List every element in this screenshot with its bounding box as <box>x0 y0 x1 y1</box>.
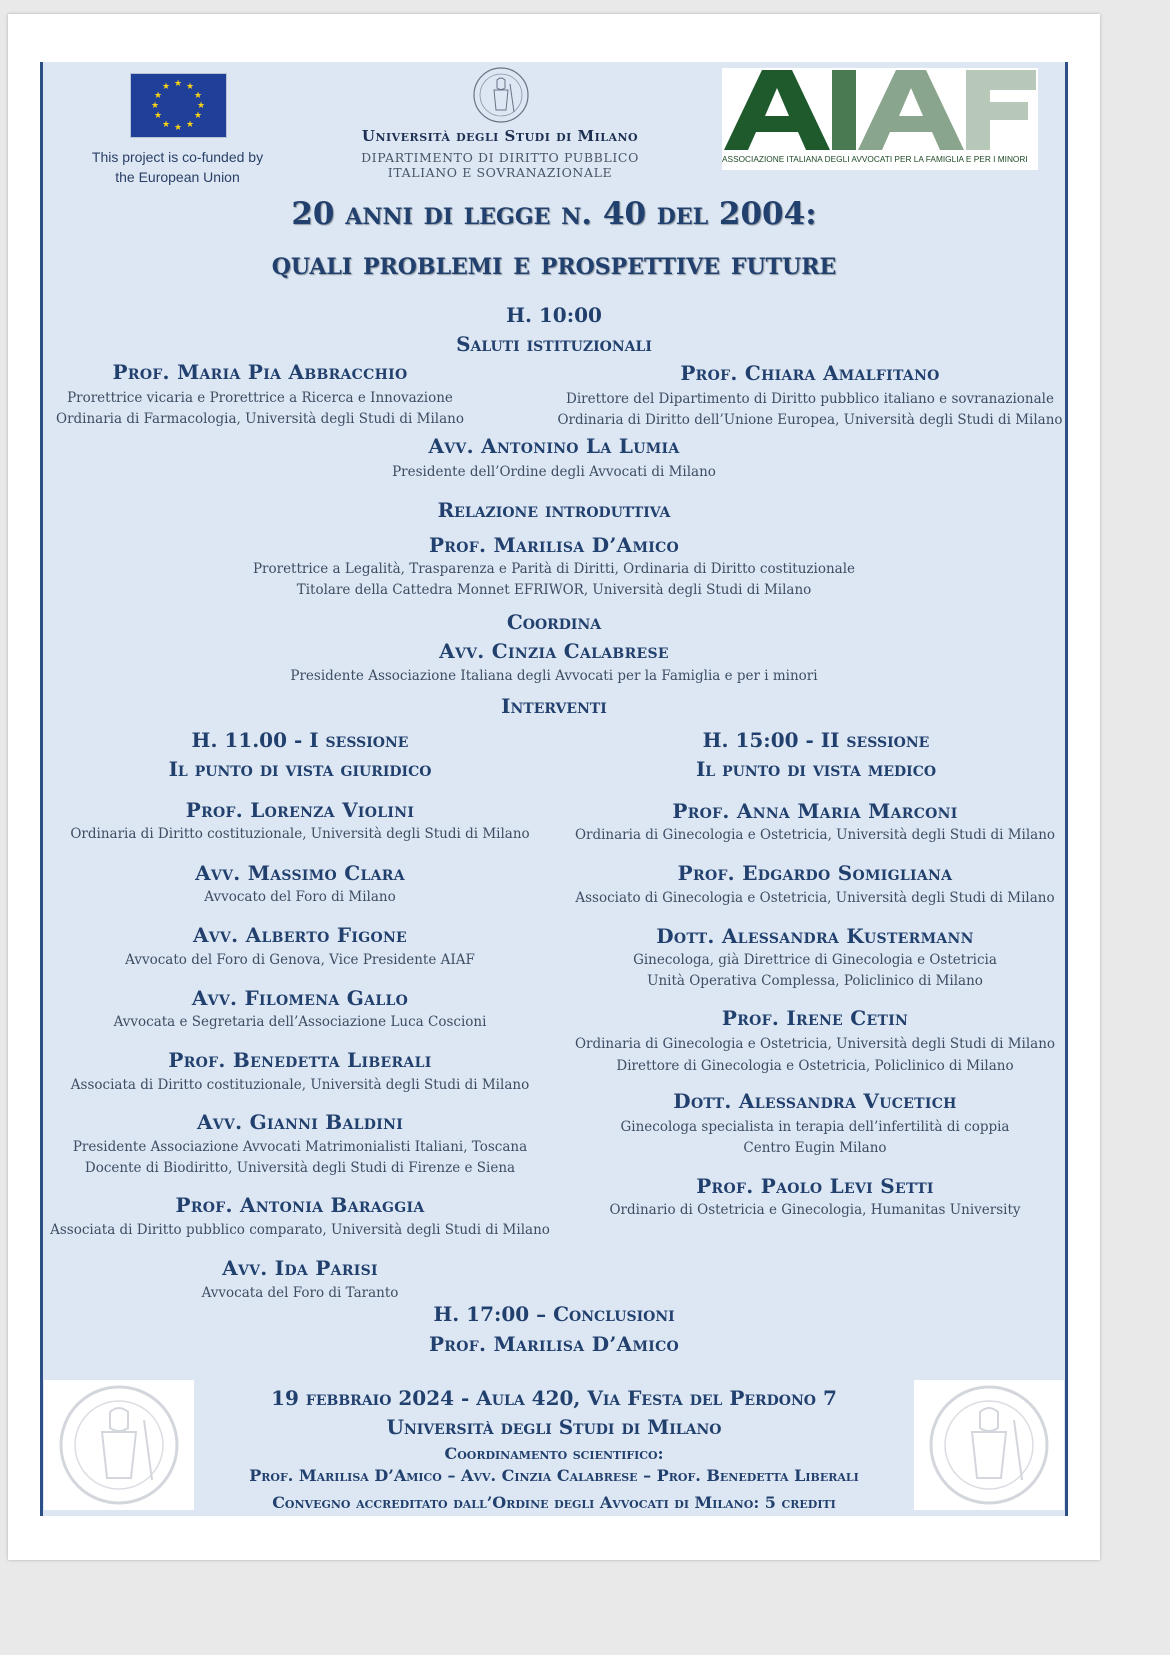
s2-speaker-levisetti-name: Prof. Paolo Levi Setti <box>696 1174 934 1198</box>
relazione-speaker-desc <box>0 559 1108 601</box>
s2-speaker-vucetich-desc <box>560 1117 1070 1159</box>
s1-speaker-violini-desc: Ordinaria di Diritto costituzionale, Università degli Studi di Milano <box>70 826 530 842</box>
speaker-amalfitano-desc1: Direttore del Dipartimento di Diritto pubblico italiano e sovranazionale <box>566 391 1054 407</box>
s1-speaker-violini-name: Prof. Lorenza Violini <box>185 798 415 822</box>
s2-speaker-somigliana-name: Prof. Edgardo Somigliana <box>677 861 953 885</box>
speaker-lalumia-desc: Presidente dell’Ordine degli Avvocati di Milano <box>392 464 716 480</box>
relazione-speaker-name: Prof. Marilisa D’Amico <box>428 533 680 557</box>
s1-speaker-liberali-name: Prof. Benedetta Liberali <box>168 1048 432 1072</box>
eu-caption-line1: This project is co-funded by <box>91 149 264 165</box>
s2-speaker-kustermann-desc <box>560 950 1070 992</box>
footer-date-place: 19 febbraio 2024 - Aula 420, Via Festa del Perdono 7 <box>271 1386 837 1410</box>
eu-caption-line2: the European Union <box>115 169 240 185</box>
department-name <box>300 150 700 180</box>
s1-speaker-clara-desc: Avvocato del Foro di Milano <box>204 889 396 905</box>
session1-time: H. 11.00 - I sessione <box>191 728 409 752</box>
speaker-lalumia-name: Avv. Antonino La Lumia <box>428 434 680 458</box>
eu-flag-icon: ★ ★ ★ ★ ★ ★ ★ ★ ★ ★ ★ ★ <box>130 73 227 138</box>
footer-university: Università degli Studi di Milano <box>386 1415 722 1439</box>
s1-speaker-baldini-name: Avv. Gianni Baldini <box>196 1110 404 1134</box>
s1-speaker-parisi-desc: Avvocata del Foro di Taranto <box>201 1285 399 1301</box>
s2-speaker-kustermann-desc2: Unità Operativa Complessa, Policlinico di Milano <box>647 973 983 989</box>
saluti-time: H. 10:00 <box>506 303 602 327</box>
event-title-line2: quali problemi e prospettive future <box>271 246 837 282</box>
relazione-desc2: Titolare della Cattedra Monnet EFRIWOR, Università degli Studi di Milano <box>296 582 812 598</box>
speaker-abbracchio-desc <box>30 388 490 430</box>
relazione-heading: Relazione introduttiva <box>437 498 671 522</box>
s1-speaker-parisi-name: Avv. Ida Parisi <box>222 1256 378 1280</box>
s2-speaker-vucetich-name: Dott. Alessandra Vucetich <box>673 1089 957 1113</box>
interventi-heading: Interventi <box>501 694 607 718</box>
s1-speaker-baraggia-name: Prof. Antonia Baraggia <box>175 1193 425 1217</box>
aiaf-logo-icon <box>722 68 1038 154</box>
department-line1: DIPARTIMENTO DI DIRITTO PUBBLICO <box>361 150 639 165</box>
relazione-desc1: Prorettrice a Legalità, Trasparenza e Parità di Diritti, Ordinaria di Diritto costituzionale <box>252 561 856 577</box>
speaker-amalfitano-desc2: Ordinaria di Diritto dell’Unione Europea, Università degli Studi di Milano <box>557 412 1063 428</box>
aiaf-subtitle: ASSOCIAZIONE ITALIANA DEGLI AVVOCATI PER LA FAMIGLIA E PER I MINORI <box>722 154 1028 164</box>
speaker-abbracchio-name: Prof. Maria Pia Abbracchio <box>112 360 408 384</box>
footer-coord-label: Coordinamento scientifico: <box>444 1444 664 1463</box>
s1-speaker-baldini-desc <box>40 1137 560 1179</box>
s1-speaker-figone-name: Avv. Alberto Figone <box>192 923 408 947</box>
s2-speaker-marconi-name: Prof. Anna Maria Marconi <box>672 799 958 823</box>
session1-topic: Il punto di vista giuridico <box>168 757 432 781</box>
coordina-heading: Coordina <box>506 610 602 634</box>
s2-speaker-cetin-desc1: Ordinaria di Ginecologia e Ostetricia, Università degli Studi di Milano <box>574 1036 1056 1052</box>
saluti-heading: Saluti istituzionali <box>456 332 652 356</box>
s1-speaker-baldini-desc2: Docente di Biodiritto, Università degli Studi di Firenze e Siena <box>84 1160 516 1176</box>
s2-speaker-cetin-desc2: Direttore di Ginecologia e Ostetricia, Policlinico di Milano <box>616 1058 1014 1074</box>
s2-speaker-kustermann-desc1: Ginecologa, già Direttrice di Ginecologia e Ostetricia <box>633 952 997 968</box>
s2-speaker-somigliana-desc: Associato di Ginecologia e Ostetricia, Università degli Studi di Milano <box>575 890 1055 906</box>
footer-accreditation: Convegno accreditato dall’Ordine degli Avvocati di Milano: 5 crediti <box>272 1493 836 1512</box>
footer-coord-names: Prof. Marilisa D’Amico – Avv. Cinzia Calabrese – Prof. Benedetta Liberali <box>249 1466 859 1485</box>
s1-speaker-baraggia-desc: Associata di Diritto pubblico comparato, Università degli Studi di Milano <box>50 1222 550 1238</box>
department-line2: ITALIANO E SOVRANAZIONALE <box>387 165 613 180</box>
s2-speaker-vucetich-desc2: Centro Eugin Milano <box>743 1140 887 1156</box>
eu-caption <box>60 147 295 187</box>
coordina-speaker-name: Avv. Cinzia Calabrese <box>439 639 669 663</box>
s2-speaker-marconi-desc: Ordinaria di Ginecologia e Ostetricia, Università degli Studi di Milano <box>574 827 1056 843</box>
event-title-line1: 20 anni di legge n. 40 del 2004: <box>291 196 817 232</box>
s1-speaker-gallo-desc: Avvocata e Segretaria dell’Associazione Luca Coscioni <box>113 1014 487 1030</box>
s1-speaker-gallo-name: Avv. Filomena Gallo <box>191 986 409 1010</box>
s1-speaker-clara-name: Avv. Massimo Clara <box>195 861 405 885</box>
s2-speaker-cetin-name: Prof. Irene Cetin <box>721 1006 909 1030</box>
session2-time: H. 15:00 - II sessione <box>702 728 930 752</box>
conclusioni-speaker-name: Prof. Marilisa D’Amico <box>428 1332 680 1356</box>
coordina-speaker-desc: Presidente Associazione Italiana degli Avvocati per la Famiglia e per i minori <box>290 668 818 684</box>
speaker-abbracchio-desc2: Ordinaria di Farmacologia, Università degli Studi di Milano <box>56 411 464 427</box>
s2-speaker-kustermann-name: Dott. Alessandra Kustermann <box>656 924 974 948</box>
s1-speaker-liberali-desc: Associata di Diritto costituzionale, Università degli Studi di Milano <box>70 1077 530 1093</box>
s2-speaker-vucetich-desc1: Ginecologa specialista in terapia dell’infertilità di coppia <box>620 1119 1010 1135</box>
conclusioni-heading: H. 17:00 – Conclusioni <box>433 1302 675 1326</box>
university-seal-icon <box>470 66 532 124</box>
speaker-amalfitano-desc <box>545 389 1075 431</box>
speaker-amalfitano-name: Prof. Chiara Amalfitano <box>680 361 940 385</box>
speaker-abbracchio-desc1: Prorettrice vicaria e Prorettrice a Ricerca e Innovazione <box>67 390 453 406</box>
aiaf-logo <box>722 68 1038 170</box>
s2-speaker-levisetti-desc: Ordinario di Ostetricia e Ginecologia, Humanitas University <box>609 1202 1021 1218</box>
s2-speaker-cetin-desc <box>560 1033 1070 1077</box>
s1-speaker-figone-desc: Avvocato del Foro di Genova, Vice Presidente AIAF <box>125 952 475 968</box>
s1-speaker-baldini-desc1: Presidente Associazione Avvocati Matrimonialisti Italiani, Toscana <box>72 1139 528 1155</box>
university-name: Università degli Studi di Milano <box>361 127 639 145</box>
session2-topic: Il punto di vista medico <box>695 757 937 781</box>
